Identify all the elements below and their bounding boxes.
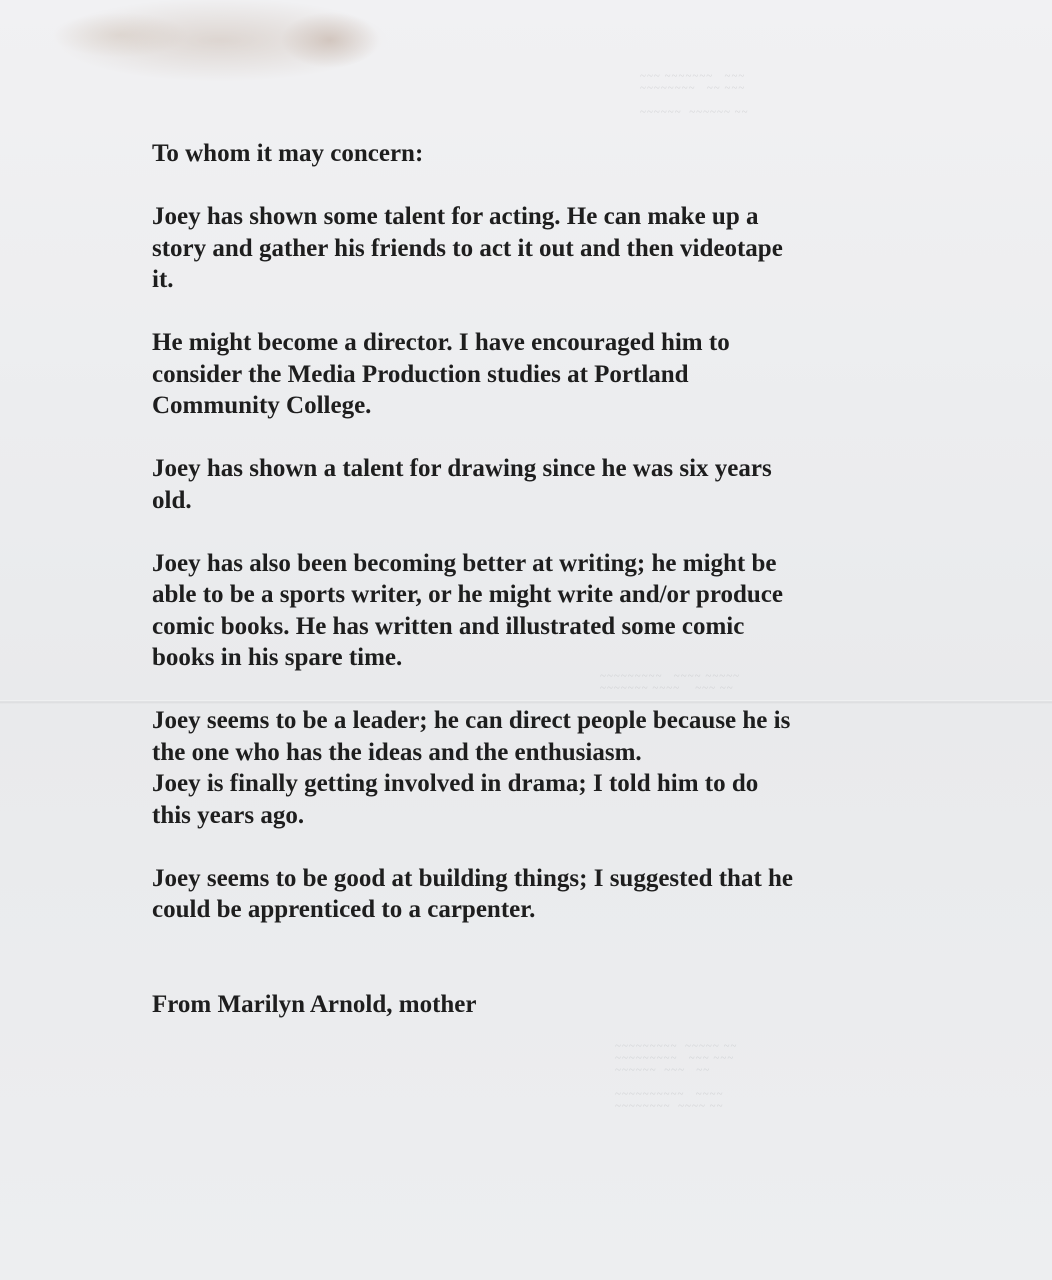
show-through-marks: ~~~ ~~~~~~~ ~~~ ~~~~~~~~ ~~ ~~~ ~~~~~~ ~~~~~~ ~~	[640, 70, 749, 118]
paragraph-leader: Joey seems to be a leader; he can direct people because he is the one who has the ideas and the enthusiasm.	[152, 707, 791, 766]
paragraph-writing: Joey has also been becoming better at writing; he might be able to be a sports writer, or he might write and/or produce comic books. He has written and illustrated some comic books in his spare time.	[152, 549, 783, 671]
show-through-marks: ~~~~~~~~~ ~~~~ ~~~~~ ~~~~~~~ ~~~~ ~~~ ~~	[600, 670, 741, 694]
salutation: To whom it may concern:	[152, 140, 424, 167]
paragraph-drawing: Joey has shown a talent for drawing since he was six years old.	[152, 455, 772, 514]
show-through-marks: ~~~~~~~~~ ~~~~~ ~~ ~~~~~~~~~ ~~~ ~~~ ~~~~~~ ~~~ ~~ ~~~~~~~~~~ ~~~~ ~~~~~~~~ ~~~~ ~~	[615, 1040, 738, 1112]
paragraph-building: Joey seems to be good at building things; I suggested that he could be apprenticed to a carpenter.	[152, 864, 794, 923]
letter-body	[152, 138, 872, 1052]
paragraph-acting: Joey has shown some talent for acting. He can make up a story and gather his friends to act it out and then videotape it.	[152, 203, 783, 293]
signature-line: From Marilyn Arnold, mother	[152, 990, 477, 1018]
paragraph-drama: Joey is finally getting involved in drama; I told him to do this years ago.	[152, 770, 759, 829]
paragraph-director: He might become a director. I have encouraged him to consider the Media Production studies at Portland Community College.	[152, 329, 730, 419]
